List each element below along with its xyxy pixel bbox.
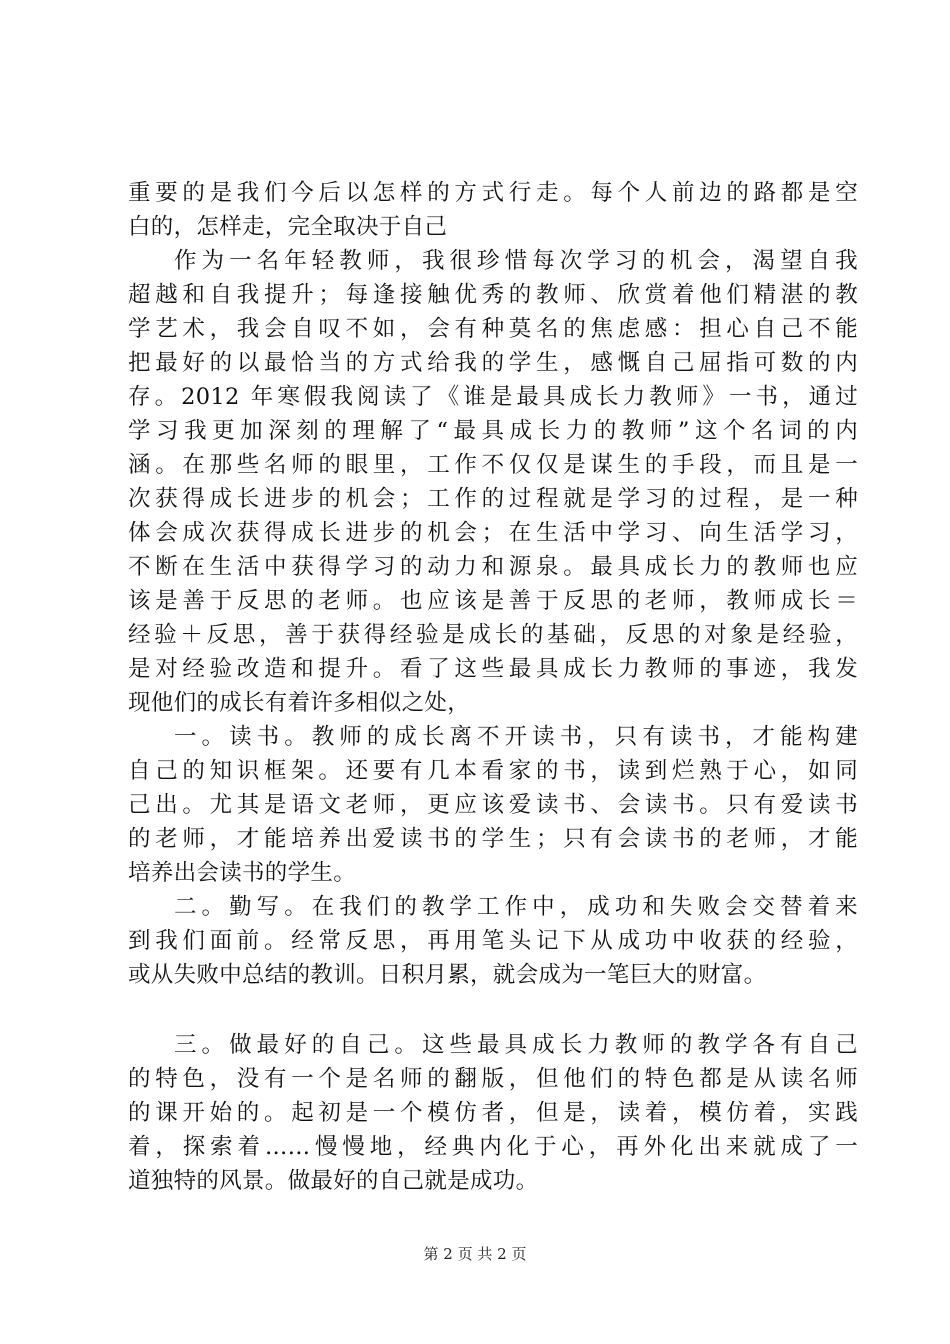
text-line: 的老师，才能培养出爱读书的学生；只有会读书的老师，才能 <box>128 826 858 852</box>
paragraph-first-line: 作为一名年轻教师，我很珍惜每次学习的机会，渴望自我 <box>174 248 858 274</box>
text-line: 的课开始的。起初是一个模仿者，但是，读着，模仿着，实践 <box>128 1100 858 1126</box>
paragraph-gap <box>128 992 858 1028</box>
paragraph-first-line: 三。做最好的自己。这些最具成长力教师的教学各有自己 <box>174 1032 858 1058</box>
text-line: 的特色，没有一个是名师的翻版，但他们的特色都是从读名师 <box>128 1066 858 1092</box>
text-line: 学习我更加深刻的理解了“最具成长力的教师”这个名词的内 <box>128 418 858 444</box>
text-line: 是对经验改造和提升。看了这些最具成长力教师的事迹，我发 <box>128 656 858 682</box>
text-line: 学艺术，我会自叹不如，会有种莫名的焦虑感：担心自己不能 <box>128 316 858 342</box>
text-line: 体会成次获得成长进步的机会；在生活中学习、向生活学习， <box>128 520 858 546</box>
text-line: 着，探索着……慢慢地，经典内化于心，再外化出来就成了一 <box>128 1134 858 1160</box>
text-line: 超越和自我提升；每逢接触优秀的教师、欣赏着他们精湛的教 <box>128 282 858 308</box>
text-line: 把最好的以最恰当的方式给我的学生，感慨自己屈指可数的内 <box>128 350 858 376</box>
text-line: 涵。在那些名师的眼里，工作不仅仅是谋生的手段，而且是一 <box>128 452 858 478</box>
text-line: 次获得成长进步的机会；工作的过程就是学习的过程，是一种 <box>128 486 858 512</box>
paragraph-first-line: 二。勤写。在我们的教学工作中，成功和失败会交替着来 <box>174 894 858 920</box>
page-footer: 第 2 页 共 2 页 <box>423 1245 527 1263</box>
text-line: 白的，怎样走，完全取决于自己 <box>128 214 448 240</box>
text-line: 经验＋反思，善于获得经验是成长的基础，反思的对象是经验， <box>128 622 858 648</box>
text-line: 存。2012 年寒假我阅读了《谁是最具成长力教师》一书，通过 <box>128 384 858 410</box>
text-line: 现他们的成长有着许多相似之处， <box>128 690 471 716</box>
text-line: 道独特的风景。做最好的自己就是成功。 <box>128 1168 539 1194</box>
text-line: 自己的知识框架。还要有几本看家的书，读到烂熟于心，如同 <box>128 758 858 784</box>
text-line: 到我们面前。经常反思，再用笔头记下从成功中收获的经验， <box>128 928 858 954</box>
text-line: 重要的是我们今后以怎样的方式行走。每个人前边的路都是空 <box>128 180 858 206</box>
text-line: 己出。尤其是语文老师，更应该爱读书、会读书。只有爱读书 <box>128 792 858 818</box>
text-line: 该是善于反思的老师。也应该是善于反思的老师，教师成长＝ <box>128 588 858 614</box>
paragraph-first-line: 一。读书。教师的成长离不开读书，只有读书，才能构建 <box>174 724 858 750</box>
text-line: 或从失败中总结的教训。日积月累，就会成为一笔巨大的财富。 <box>128 962 767 988</box>
text-line: 培养出会读书的学生。 <box>128 860 357 886</box>
document-body <box>128 176 858 1198</box>
text-line: 不断在生活中获得学习的动力和源泉。最具成长力的教师也应 <box>128 554 858 580</box>
